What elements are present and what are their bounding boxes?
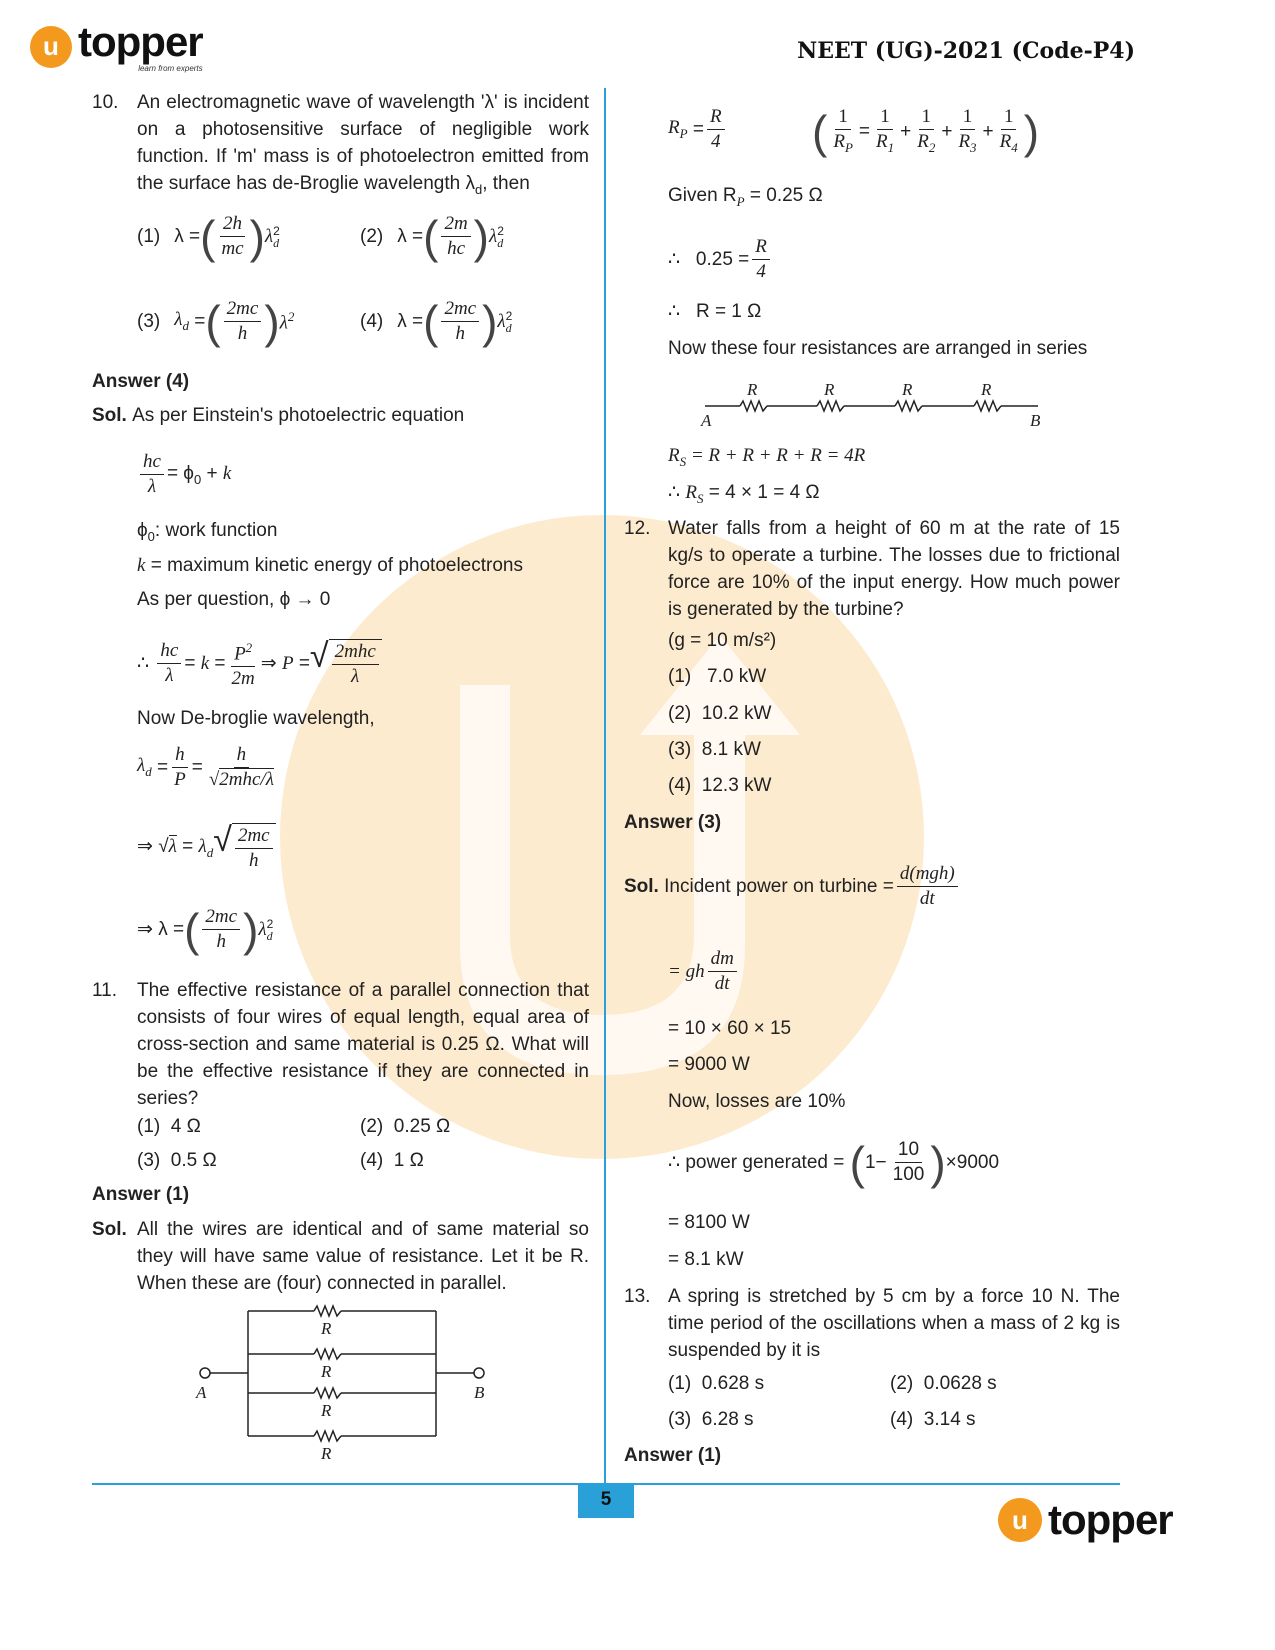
q12-losses: Now, losses are 10% xyxy=(668,1091,846,1112)
q11-rs-result: ∴ $R_S = 4 \times 1 = 4$ Ω xyxy=(668,482,820,506)
q13-option-3: (3) 6.28 s xyxy=(668,1409,754,1430)
resistor-label: R xyxy=(321,1401,332,1420)
q12-option-4: (4) 12.3 kW xyxy=(668,775,772,796)
q12-eq-gh: = gh $\frac{dm}{dt}$ xyxy=(668,947,740,996)
q12-option-1: (1) 7.0 kW xyxy=(668,666,767,687)
node-b-label: B xyxy=(1030,411,1041,430)
parallel-circuit-diagram xyxy=(190,1298,500,1468)
q10-eq-einstein: $\frac{hc}{\lambda}$ = $\phi_0 + k$ xyxy=(137,450,231,499)
node-b-label: B xyxy=(474,1383,485,1402)
q11-option-2: (2) 0.25 Ω xyxy=(360,1116,451,1137)
q12-power-generated: ∴ power generated = ( 1− $\frac{10}{100}$ ) ×9000 xyxy=(668,1136,1000,1189)
q12-step-1: = 10 × 60 × 15 xyxy=(668,1018,792,1039)
q11-solution-text: All the wires are identical and of same material so they will have same value of resistance. Let it be R. When these are (four) connected in parallel. xyxy=(137,1219,589,1294)
logo-circle-icon: u xyxy=(998,1498,1042,1542)
q11-option-1: (1) 4 Ω xyxy=(137,1116,201,1137)
resistor-label: R xyxy=(981,380,992,399)
q10-number: 10. xyxy=(92,92,119,113)
q11-given: Given $R_P = 0.25$ Ω xyxy=(668,185,823,209)
q11-answer: Answer (1) xyxy=(92,1184,190,1205)
q12-solution: Sol. Incident power on turbine = $\frac{\text{d(mgh)}}{dt}$ xyxy=(624,862,961,911)
resistor-label: R xyxy=(321,1319,332,1338)
footer-logo xyxy=(998,1496,1173,1544)
q11-eq-rp: $R_P$ = $\frac{R}{4}$ xyxy=(668,105,728,154)
q10-eq-lambda-d: $\lambda_d$ = $\frac{h}{P}$ = $\frac{h}{\text{√2mhc/λ}}$ xyxy=(137,744,274,790)
resistor-label: R xyxy=(902,380,913,399)
q10-limit: As per question, ϕ → 0 xyxy=(137,589,331,610)
q10-option-1: (1) λ = ( $\frac{2h}{mc}$ ) λ 2 d xyxy=(137,210,280,263)
q10-solution-intro: Sol. As per Einstein's photoelectric equation xyxy=(92,405,465,426)
q10-option-4: (4) λ = ( $\frac{2mc}{h}$ ) λ 2 d xyxy=(360,295,513,348)
q12-result-1: = 8100 W xyxy=(668,1212,750,1233)
q11-solution: Sol. xyxy=(92,1219,127,1240)
q12-text: Water falls from a height of 60 m at the rate of 15 kg/s to operate a turbine. The losses due to frictional force are 10% of the input energy. How much power is generated by the turbine? xyxy=(668,518,1120,620)
q10-option-3: (3) $\lambda_d$ = ( $\frac{2mc}{h}$ ) $\lambda^2$ xyxy=(137,295,295,348)
q13-answer: Answer (1) xyxy=(624,1445,722,1466)
series-circuit-diagram xyxy=(695,378,1055,434)
q13-text: A spring is stretched by 5 cm by a force 10 N. The time period of the oscillations when a mass of 2 kg is suspended by it is xyxy=(668,1286,1120,1361)
q12-step-2: = 9000 W xyxy=(668,1054,750,1075)
node-a-label: A xyxy=(701,411,712,430)
q10-text: An electromagnetic wave of wavelength 'λ' is incident on a photosensitive surface of negligible work function. If 'm' mass is of photoelectron emitted from the surface has de-Broglie wavelength $\lambda_d$, then xyxy=(137,92,589,197)
q11-rs-line: $R_S = R + R + R + R = 4R$ xyxy=(668,445,866,469)
q13-number: 13. xyxy=(624,1286,651,1307)
q11-eq-parallel-formula: ( $\frac{1}{R_P}$ = $\frac{1}{R_1}$ + $\frac{1}{R_2}$ + $\frac{1}{R_3}$ + $\frac{1}{R_4}$ ) xyxy=(812,106,1040,159)
q10-k-def: k = maximum kinetic energy of photoelectrons xyxy=(137,555,523,576)
q10-phi-def: $\phi_0$: work function xyxy=(137,520,278,544)
q12-result-2: = 8.1 kW xyxy=(668,1249,744,1270)
brand-tagline: learn from experts xyxy=(138,64,203,73)
q12-number: 12. xyxy=(624,518,651,539)
resistor-label: R xyxy=(747,380,758,399)
q10-debroglie-text: Now De-broglie wavelength, xyxy=(137,708,375,729)
q13-option-1: (1) 0.628 s xyxy=(668,1373,765,1394)
logo-circle-icon: u xyxy=(30,26,72,68)
q11-option-4: (4) 1 Ω xyxy=(360,1150,424,1171)
q12-g-note: (g = 10 m/s²) xyxy=(668,630,777,651)
header-logo xyxy=(30,20,203,73)
q10-option-2: (2) λ = ( $\frac{2m}{hc}$ ) λ 2 d xyxy=(360,210,504,263)
resistor-label: R xyxy=(321,1444,332,1463)
q13-option-4: (4) 3.14 s xyxy=(890,1409,976,1430)
q11-option-3: (3) 0.5 Ω xyxy=(137,1150,217,1171)
q10-eq-final: ⇒ λ = ( $\frac{2mc}{h}$ ) λ 2 d xyxy=(137,903,274,956)
page-number: 5 xyxy=(578,1484,634,1518)
q11-text: The effective resistance of a parallel connection that consists of four wires of equal length, equal area of cross-section and same material is 0.25 Ω. What will be the effective resistance if they are connected in series? xyxy=(137,980,589,1109)
q11-series-text: Now these four resistances are arranged in series xyxy=(668,338,1088,359)
q12-option-2: (2) 10.2 kW xyxy=(668,703,772,724)
resistor-label: R xyxy=(824,380,835,399)
footer-brand-name: topper xyxy=(1048,1496,1173,1543)
q12-option-3: (3) 8.1 kW xyxy=(668,739,761,760)
resistor-label: R xyxy=(321,1362,332,1381)
q10-eq-sqrt-lambda: ⇒ $√\lambda = \lambda_d$ √ $\frac{2mc}{h}$ xyxy=(137,823,276,873)
q11-number: 11. xyxy=(92,980,118,1001)
q12-answer: Answer (3) xyxy=(624,812,722,833)
node-a-label: A xyxy=(196,1383,207,1402)
q13-option-2: (2) 0.0628 s xyxy=(890,1373,997,1394)
q11-r-result: ∴ R = 1 Ω xyxy=(668,301,762,322)
q11-eq-substitute: ∴ 0.25 = $\frac{R}{4}$ xyxy=(668,235,773,284)
column-divider xyxy=(604,88,606,1486)
exam-code: NEET (UG)-2021 (Code-P4) xyxy=(797,38,1135,64)
q10-eq-momentum: ∴ $\frac{hc}{\lambda}$ = k = $\frac{P^2}{2m}$ ⇒ P = √ $\frac{\text{2mhc}}{\lambda}$ xyxy=(137,636,382,691)
brand-name: topper xyxy=(78,18,203,65)
q10-answer: Answer (4) xyxy=(92,371,190,392)
